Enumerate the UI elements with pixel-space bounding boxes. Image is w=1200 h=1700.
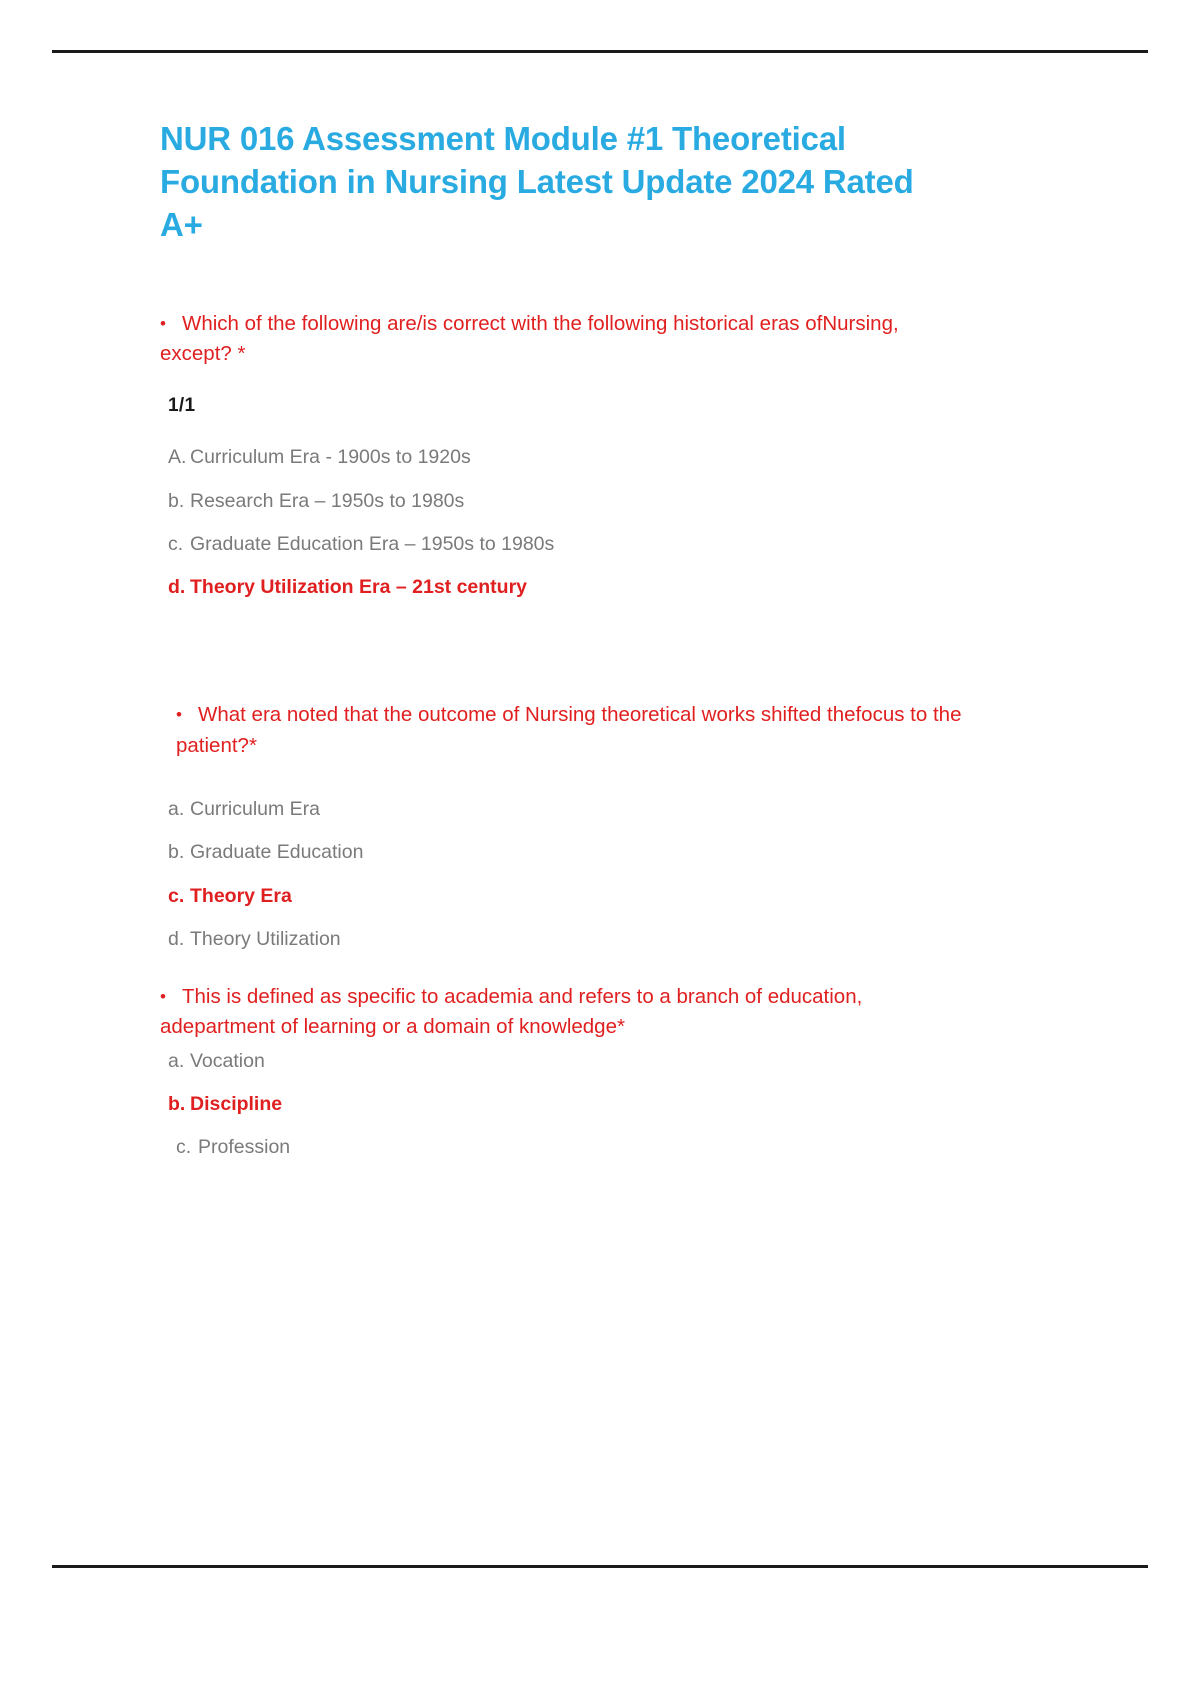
option-2d[interactable] <box>168 925 1060 953</box>
document-content <box>160 118 1060 1177</box>
option-1c-label: c. <box>168 532 184 555</box>
question-block-1 <box>160 309 1060 602</box>
page-title: NUR 016 Assessment Module #1 Theoretical Foundation in Nursing Latest Update 2024 Rated A+ <box>160 120 914 243</box>
option-1b-text: Research Era – 1950s to 1980s <box>190 489 465 512</box>
question-block-2 <box>160 700 1060 953</box>
option-3a-text: Vocation <box>190 1049 265 1072</box>
page-bottom-divider <box>52 1565 1148 1568</box>
option-1d-text: Theory Utilization Era – 21st century <box>190 576 528 599</box>
option-3b-text: Discipline <box>190 1093 283 1116</box>
bullet-icon: • <box>176 705 182 725</box>
question-1-text <box>160 309 950 370</box>
question-2-text <box>176 700 966 761</box>
option-1d-correct[interactable] <box>168 573 1060 601</box>
question-3-text <box>160 982 950 1043</box>
question-1-score: 1/1 <box>168 395 196 417</box>
option-3a-label: a. <box>168 1049 185 1072</box>
bullet-icon: • <box>160 987 166 1007</box>
option-1b-label: b. <box>168 489 185 512</box>
option-2d-label: d. <box>168 927 185 950</box>
option-3a[interactable] <box>168 1047 1060 1075</box>
question-2-options <box>160 795 1060 953</box>
bullet-icon: • <box>160 313 166 333</box>
option-2a[interactable] <box>168 795 1060 823</box>
option-2d-text: Theory Utilization <box>190 927 341 950</box>
question-1-options <box>160 443 1060 601</box>
option-2b-label: b. <box>168 841 185 864</box>
option-3c-label: c. <box>176 1136 192 1159</box>
question-3-body: This is defined as specific to academia and refers to a branch of education, adepartment of learning or a domain of knowledge* <box>160 985 863 1039</box>
option-1c-text: Graduate Education Era – 1950s to 1980s <box>190 532 555 555</box>
option-3b-label: b. <box>168 1093 186 1116</box>
option-1d-label: d. <box>168 576 186 599</box>
option-1a-text: Curriculum Era - 1900s to 1920s <box>190 446 471 469</box>
option-2a-label: a. <box>168 798 185 821</box>
question-3-options <box>160 1047 1060 1162</box>
block-spacer-2 <box>160 968 1060 982</box>
option-3c[interactable] <box>176 1133 1060 1161</box>
option-2a-text: Curriculum Era <box>190 798 321 821</box>
option-1c[interactable] <box>168 530 1060 558</box>
option-1a[interactable] <box>168 443 1060 471</box>
question-block-3 <box>160 982 1060 1161</box>
page-top-divider <box>52 50 1148 53</box>
option-1b[interactable] <box>168 487 1060 515</box>
option-2b-text: Graduate Education <box>190 841 364 864</box>
block-spacer-1 <box>160 616 1060 700</box>
question-1-body: Which of the following are/is correct with the following historical eras ofNursing, except? * <box>160 311 899 365</box>
option-3b-correct[interactable] <box>168 1090 1060 1118</box>
option-1a-label: A. <box>168 446 187 469</box>
question-2-gap <box>160 765 1060 795</box>
option-2b[interactable] <box>168 838 1060 866</box>
option-2c-text: Theory Era <box>190 884 292 907</box>
option-2c-label: c. <box>168 884 185 907</box>
option-2c-correct[interactable] <box>168 882 1060 910</box>
question-2-body: What era noted that the outcome of Nursing theoretical works shifted thefocus to the patient?* <box>176 703 962 757</box>
option-3c-text: Profession <box>198 1136 291 1159</box>
